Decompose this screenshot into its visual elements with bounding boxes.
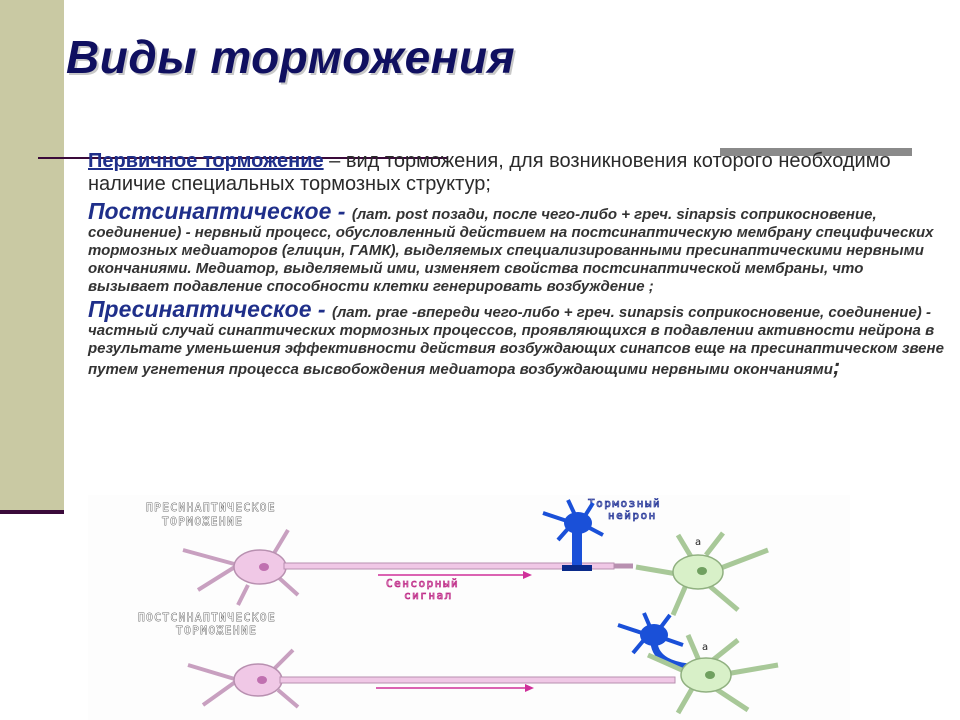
label-presynaptic-2: ТОРМОЖЕНИЕ: [162, 515, 244, 528]
mark-a-bottom: a: [702, 642, 709, 653]
diagram-svg: [88, 495, 850, 720]
label-presynaptic-1: ПРЕСИНАПТИЧЕСКОЕ: [146, 501, 276, 514]
mark-a-top: a: [695, 537, 702, 548]
sidebar-rule: [0, 510, 64, 514]
primary-paragraph: [88, 150, 948, 196]
label-signal-1: Сенсорный: [386, 577, 460, 590]
signal-arrow-bottom: [376, 684, 534, 692]
primary-text: – вид торможения, для возникновения которого необходимо наличие специальных тормозных структур;: [88, 150, 891, 195]
label-signal-2: сигнал: [404, 589, 453, 602]
label-inhib-1: Тормозный: [588, 497, 662, 510]
presynaptic-term: Пресинаптическое -: [88, 296, 332, 322]
sidebar-decoration: [0, 0, 64, 512]
postsynaptic-paragraph: [88, 198, 948, 296]
green-neuron-top: [636, 533, 768, 615]
axon-bottom: [280, 677, 675, 683]
postsynaptic-text: (лат. post позади, после чего-либо + греч. sinapsis соприкосновение, соединение) - нервный процесс, обусловленный действием на постсинаптическую мембрану специфических тормозных медиаторов (глицин, ГАМК), выделяемых специализированными пресинаптическими нервными окончаниями. Медиатор, выделяемый ими, изменяет свойства постсинаптической мембраны, что вызывает подавление способности клетки генерировать возбуждение ;: [88, 206, 934, 295]
slide-title: Виды торможения: [66, 31, 516, 83]
green-neuron-bottom: [648, 635, 778, 713]
presynaptic-paragraph: [88, 296, 948, 379]
inhibition-diagram: [88, 495, 850, 720]
label-postsynaptic-2: ТОРМОЖЕНИЕ: [176, 624, 258, 637]
slide-content: [88, 150, 948, 379]
postsynaptic-term: Постсинаптическое -: [88, 198, 352, 224]
presynaptic-text: (лат. prae -впереди чего-либо + греч. sunapsis соприкосновение, соединение) - частный случай синаптических тормозных процессов, проявляющихся в подавлении активности нейрона в результате уменьшения эффективности действия возбуждающих синапсов еще на пресинаптическом звене путем угнетения процесса высвобождения медиатора возбуждающими нервными окончаниями: [88, 304, 944, 378]
label-postsynaptic-1: ПОСТСИНАПТИЧЕСКОЕ: [138, 611, 277, 624]
label-inhib-2: нейрон: [608, 509, 657, 522]
blue-neuron-top: [543, 500, 603, 571]
pink-neuron-top: [183, 530, 298, 605]
presynaptic-end: ;: [832, 354, 841, 379]
primary-term: Первичное торможение: [88, 150, 324, 172]
